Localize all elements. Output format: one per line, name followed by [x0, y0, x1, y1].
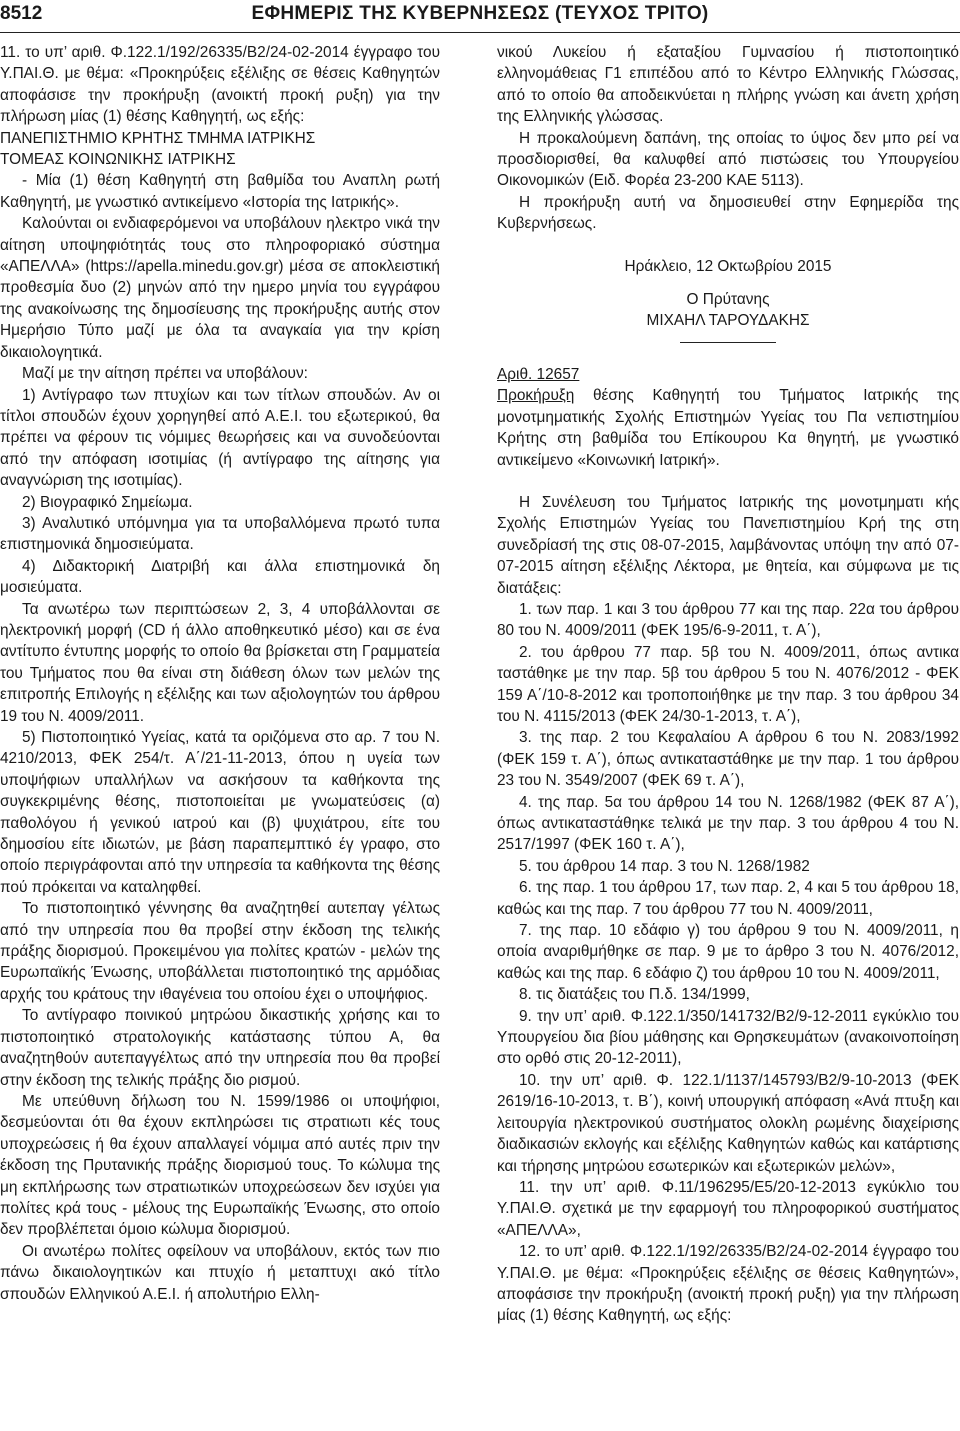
page-header [0, 0, 960, 33]
signature-place-date: Ηράκλειο, 12 Οκτωβρίου 2015 [624, 257, 832, 275]
list-item: 11. την υπ’ αριθ. Φ.11/196295/Ε5/20-12-2013 εγκύκλιο του Υ.ΠΑΙ.Θ. σχετικά με την εφαρμογή του πληροφορικού συστήματος «ΑΠΕΛΛΑ», [497, 1178, 959, 1239]
spacer [497, 343, 959, 364]
signature-block [497, 256, 959, 343]
signature-role: Ο Πρύτανης [686, 291, 770, 309]
list-item: 10. την υπ’ αριθ. Φ. 122.1/1137/145793/Β2/9-10-2013 (ΦΕΚ 2619/16-10-2013, τ. Β΄), κοινή υπουργική απόφαση «Ανά πτυξη και λειτουργία ηλεκτρονικού συστήματος ολοκλη ρωμένης διαχείρισης διαδικασιών εκλογής και εξέλιξης Καθηγητών καθώς και κατάρτισης και τήρησης μητρώου εσωτερικών και εξωτερικών μελών», [497, 1071, 959, 1175]
right-column [497, 42, 959, 1327]
list-item: 9. την υπ’ αριθ. Φ.122.1/350/141732/Β2/9-12-2011 εγκύκλιο του Υπουργείου δια βίου μάθησης και Θρησκευμάτων (ανακοινοποίηση στο ορθό στις 20-12-2011), [497, 1007, 959, 1068]
university-heading: ΠΑΝΕΠΙΣΤΗΜΙΟ ΚΡΗΤΗΣ ΤΜΗΜΑ ΙΑΤΡΙΚΗΣ [0, 129, 316, 147]
signature-name: ΜΙΧΑΗΛ ΤΑΡΟΥΔΑΚΗΣ [646, 312, 810, 330]
paragraph: νικού Λυκείου ή εξαταξίου Γυμνασίου ή πιστοποιητικό ελληνομάθειας Γ1 επιπέδου από το Κέντρο Ελληνικής Γλώσσας, από το οποίο θα αποδεικνύεται η πλήρης γνώση και άνετη χρήση της Ελληνικής γλώσσας. [497, 44, 959, 126]
paragraph: Μαζί με την αίτηση πρέπει να υποβάλουν: [22, 365, 308, 383]
list-item: 4. της παρ. 5α του άρθρου 14 του Ν. 1268/1982 (ΦΕΚ 87 Α΄), όπως αντικαταστάθηκε τελικά με την παρ. 3 του άρθρου 4 του Ν. 2517/1997 (ΦΕΚ 160 τ. Α΄), [497, 793, 959, 854]
position-description: - Μία (1) θέση Καθηγητή στη βαθμίδα του Αναπλη ρωτή Καθηγητή, με γνωστικό αντικείμενο «Ιστορία της Ιατρικής». [0, 172, 440, 211]
paragraph: Τα ανωτέρω των περιπτώσεων 2, 3, 4 υποβάλλονται σε ηλεκτρονική μορφή (CD ή άλλο αποθηκευτικό μέσο) και σε ένα αντίτυπο έντυπης μορφής το οποίο θα βρίσκεται στη Γραμματεία του Τμήματος που θα είναι στη διάθεση όλων των μελών της επιτροπής Επιλογής η εξέλιξης και των αξιολογητών του άρθρου 19 του Ν. 4009/2011. [0, 600, 440, 725]
decision-title-rest: θέσης Καθηγητή του Τμήματος Ιατρικής της μονοτμηματικής Σχολής Επιστημών Υγείας του Πα νεπιστημίου Κρήτης στη βαθμίδα του Επίκουρου Κα θηγητή, με γνωστικό αντικείμενο «Κοινωνική Ιατρική». [497, 387, 959, 469]
page-number: 8512 [0, 3, 43, 24]
list-item: 1) Αντίγραφο των πτυχίων και των τίτλων σπουδών. Αν οι τίτλοι σπουδών έχουν χορηγηθεί από Α.Ε.Ι. του εξωτερικού, θα πρέπει να φέρουν τις νόμιμες θεωρήσεις και να συνοδεύονται από την απόφαση ισοτιμίας (ή αντίγραφο της αίτησης για αναγνώριση της ισοτιμίας). [0, 386, 440, 490]
list-item: 12. το υπ’ αριθ. Φ.122.1/192/26335/Β2/24-02-2014 έγγραφο του Υ.ΠΑΙ.Θ. με θέμα: «Προκηρύξεις εξέλιξης σε θέσεις Καθηγητών», αποφάσισε την προκήρυξη (ανοικτή προκή ρυξη) για την πλήρωση μίας (1) θέσης Καθηγητή, ως εξής: [497, 1243, 959, 1325]
decision-number: Αριθ. 12657 [497, 365, 580, 383]
list-item: 5) Πιστοποιητικό Υγείας, κατά τα οριζόμενα στο αρ. 7 του Ν. 4210/2013, ΦΕΚ 254/τ. Α΄/21-11-2013, όπου η υγεία των υποψήφιων υπαλλήλων να ασκήσουν τα καθήκοντα της συγκεκριμένης θέσης, πιστοποιείται με γνωματεύσεις (α) παθολόγου ή γενικού ιατρού και (β) ψυχιάτρου, είτε του δημοσίου είτε ιδιωτών, με βάση παραπεμπτικό έγ γραφο, στο οποίο περιγράφονται από την υπηρεσία τα καθήκοντα της θέσης πού πρόκειται να καταληφθεί. [0, 729, 440, 896]
paragraph: 11. το υπ’ αριθ. Φ.122.1/192/26335/Β2/24-02-2014 έγγραφο του Υ.ΠΑΙ.Θ. με θέμα: «Προκηρύξεις εξέλιξης σε θέσεις Καθηγητών αποφάσισε την προκήρυξη (ανοικτή προκή ρυξη) για την πλήρωση μίας (1) θέσης Καθηγητή, ως εξής: [0, 44, 440, 126]
paragraph: Οι ανωτέρω πολίτες οφείλουν να υποβάλουν, εκτός των πιο πάνω δικαιολογητικών και πτυχίο ή μεταπτυχι ακό τίτλο σπουδών Ελληνικού Α.Ε.Ι. ή απολυτήριο Ελλη- [0, 1242, 440, 1303]
list-item: 8. τις διατάξεις του Π.δ. 134/1999, [519, 986, 750, 1004]
paragraph: Η προκήρυξη αυτή να δημοσιευθεί στην Εφημερίδα της Κυβερνήσεως. [497, 193, 959, 233]
sector-heading: ΤΟΜΕΑΣ ΚΟΙΝΩΝΙΚΗΣ ΙΑΤΡΙΚΗΣ [0, 151, 236, 169]
decision-title [497, 385, 959, 471]
gazette-title: ΕΦΗΜΕΡΙΣ ΤΗΣ ΚΥΒΕΡΝΗΣΕΩΣ (ΤΕΥΧΟΣ ΤΡΙΤΟ) [251, 3, 709, 24]
spacer [497, 277, 959, 289]
spacer [497, 235, 959, 256]
list-item: 2) Βιογραφικό Σημείωμα. [22, 493, 193, 511]
list-item: 4) Διδακτορική Διατριβή και άλλα επιστημονικά δη μοσιεύματα. [0, 557, 440, 597]
list-item: 5. του άρθρου 14 παρ. 3 του Ν. 1268/1982 [519, 857, 810, 875]
paragraph: Η προκαλούμενη δαπάνη, της οποίας το ύψος δεν μπο ρεί να προσδιορισθεί, θα καλυφθεί από πιστώσεις του Υπουργείου Οικονομικών (Ειδ. Φορέα 23-200 ΚΑΕ 5113). [497, 129, 959, 190]
list-item: 6. της παρ. 1 του άρθρου 17, των παρ. 2, 4 και 5 του άρθρου 18, καθώς και της παρ. 7 του άρθρου 77 του Ν. 4009/2011, [497, 879, 959, 918]
paragraph: Το αντίγραφο ποινικού μητρώου δικαστικής χρήσης και το πιστοποιητικό στρατολογικής κατάστασης τύπου Α, θα αναζητηθούν αυτεπαγγέλτως από την υπηρεσία που θα προβεί στην έκδοση της τελικής πράξης διο ρισμού. [0, 1007, 440, 1089]
paragraph: Το πιστοποιητικό γέννησης θα αναζητηθεί αυτεπαγ γέλτως από την υπηρεσία που θα προβεί στην έκδοση της τελικής πράξης διορισμού. Προκειμένου για πολίτες κρατών - μελών της Ευρωπαϊκής Ένωσης, υποβάλλεται πιστοποιητικό της αρμόδιας αρχής του κράτους την ιθαγένεια του οποίου έχει ο υποψήφιος. [0, 900, 440, 1003]
list-item: 1. των παρ. 1 και 3 του άρθρου 77 και της παρ. 22α του άρθρου 80 του Ν. 4009/2011 (ΦΕΚ 195/6-9-2011, τ. Α΄), [497, 600, 959, 640]
list-item: 3) Αναλυτικό υπόμνημα για τα υποβαλλόμενα πρωτό τυπα επιστημονικά δημοσιεύματα. [0, 514, 440, 554]
list-item: 2. του άρθρου 77 παρ. 5β του Ν. 4009/2011, όπως αντικα ταστάθηκε με την παρ. 5β του άρθρου 5 του Ν. 4076/2012 - ΦΕΚ 159 Α΄/10-8-2012 και τροποποιήθηκε με την παρ. 3 του άρθρου 34 του Ν. 4115/2013 (ΦΕΚ 24/30-1-2013, τ. Α΄), [497, 643, 959, 725]
left-column [0, 42, 440, 1305]
spacer [497, 471, 959, 492]
paragraph: Καλούνται οι ενδιαφερόμενοι να υποβάλουν ηλεκτρο νικά την αίτηση υποψηφιότητάς τους στο πληροφοριακό σύστημα «ΑΠΕΛΛΑ» (https://apella.minedu.gov.gr) μέσα σε αποκλειστική προθεσμία δυο (2) μηνών από την ημερο μηνία του εγγράφου της ανακοίνωσης της δημοσίευσης της προκήρυξης αυτής στον Ημερήσιο Τύπο μαζί με όλα τα αναγκαία για την κρίση δικαιολογητικά. [0, 215, 440, 361]
decision-title-first-word: Προκήρυξη [497, 387, 575, 405]
list-item: 7. της παρ. 10 εδάφιο γ) του άρθρου 9 του Ν. 4009/2011, η οποία αναριθμήθηκε σε παρ. 9 με το άρθρο 3 του Ν. 4076/2012, καθώς και της παρ. 6 εδάφιο ζ) του άρθρου 10 του Ν. 4009/2011, [497, 922, 959, 982]
paragraph: Με υπεύθυνη δήλωση του Ν. 1599/1986 οι υποψήφιοι, δεσμεύονται ότι θα έχουν εκπληρώσει τις στρατιωτι κές τους υποχρεώσεις ή θα έχουν απαλλαγεί νόμιμα από αυτές πριν την έκδοση της Πρυτανικής πράξης διορισμού τους. Το κώλυμα της μη εκπλήρωσης των στρατιωτικών υποχρεώσεων δεν ισχύει για πολίτες κρά τους - μέλους της Ευρωπαϊκής Ένωσης, στο οποίο δεν προβλέπεται όμοιο κώλυμα διορισμού. [0, 1092, 440, 1239]
list-item: 3. της παρ. 2 του Κεφαλαίου Α άρθρου 6 του Ν. 2083/1992 (ΦΕΚ 159 τ. Α΄), όπως αντικαταστάθηκε με την παρ. 1 του άρθρου 23 του Ν. 3549/2007 (ΦΕΚ 69 τ. Α΄), [497, 729, 959, 790]
paragraph: Η Συνέλευση του Τμήματος Ιατρικής της μονοτμηματι κής Σχολής Επιστημών Υγείας του Πανεπιστημίου Κρή της στη συνεδρίασή της στις 08-07-2015, λαμβάνοντας υπόψη την από 07-07-2015 αίτηση εξέλιξης Λέκτορα, με θητεία, και σύμφωνα με τις διατάξεις: [497, 493, 959, 597]
